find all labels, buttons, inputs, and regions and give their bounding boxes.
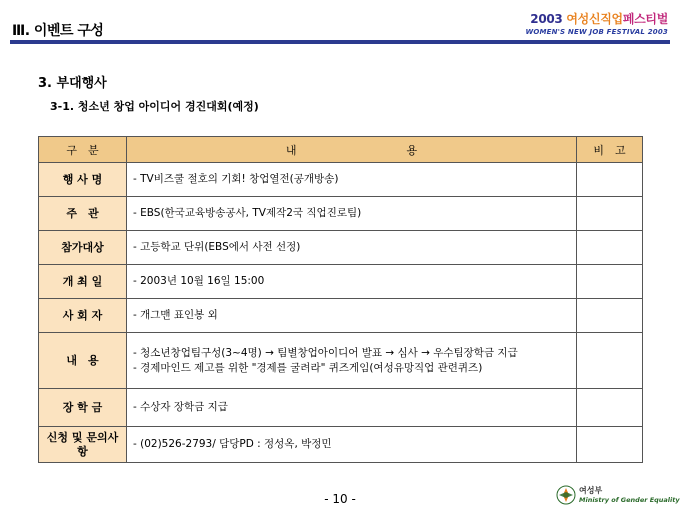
row-note bbox=[577, 163, 643, 197]
table-row bbox=[39, 389, 643, 427]
row-note bbox=[577, 333, 643, 389]
festival-brand-logo bbox=[468, 10, 668, 36]
brand-name-part1: 여성신직업 bbox=[566, 12, 623, 26]
ministry-logo bbox=[556, 484, 680, 508]
row-note bbox=[577, 231, 643, 265]
page-number: - 10 - bbox=[324, 492, 356, 506]
row-content bbox=[127, 299, 577, 333]
ministry-name-en: Ministry of Gender Equality bbox=[579, 496, 680, 504]
column-header-note: 비 고 bbox=[577, 137, 643, 163]
row-content bbox=[127, 333, 577, 389]
ministry-name: 여성부 bbox=[579, 486, 603, 495]
content-line: - (02)526-2793/ 담당PD : 정성옥, 박정민 bbox=[133, 438, 332, 450]
column-header-content: 내 용 bbox=[127, 137, 577, 163]
column-header-category: 구 분 bbox=[39, 137, 127, 163]
row-content bbox=[127, 265, 577, 299]
table-row bbox=[39, 427, 643, 463]
table-row bbox=[39, 163, 643, 197]
page-header-title: Ⅲ. 이벤트 구성 bbox=[12, 23, 104, 39]
section-title: 3. 부대행사 bbox=[38, 76, 107, 91]
content-line: - 경제마인드 제고를 위한 "경제를 굴려라" 퀴즈게임(여성유망직업 관련퀴즈) bbox=[133, 361, 483, 374]
row-content bbox=[127, 389, 577, 427]
ministry-emblem-icon bbox=[556, 485, 576, 505]
brand-year: 2003 bbox=[530, 12, 563, 26]
content-line: - EBS(한국교육방송공사, TV제작2국 직업진로팀) bbox=[133, 207, 362, 219]
festival-brand-title bbox=[468, 10, 668, 27]
festival-brand-subtitle: WOMEN'S NEW JOB FESTIVAL 2003 bbox=[525, 28, 668, 36]
row-label: 개 최 일 bbox=[39, 265, 127, 299]
content-line: - 청소년창업팀구성(3~4명) → 팀별창업아이디어 발표 → 심사 → 우수팀장학금 지급 bbox=[133, 346, 518, 359]
row-label: 주 관 bbox=[39, 197, 127, 231]
row-note bbox=[577, 299, 643, 333]
content-line: - 수상자 장학금 지급 bbox=[133, 401, 228, 413]
content-line: - 2003년 10월 16일 15:00 bbox=[133, 275, 265, 287]
brand-name-part2: 페스티벌 bbox=[622, 12, 668, 26]
row-label: 참가대상 bbox=[39, 231, 127, 265]
row-label: 내 용 bbox=[39, 333, 127, 389]
table-row bbox=[39, 197, 643, 231]
content-line: - 고등학교 단위(EBS에서 사전 선정) bbox=[133, 241, 301, 253]
row-label: 장 학 금 bbox=[39, 389, 127, 427]
row-note bbox=[577, 427, 643, 463]
row-content bbox=[127, 197, 577, 231]
table-row bbox=[39, 299, 643, 333]
row-note bbox=[577, 197, 643, 231]
row-content bbox=[127, 231, 577, 265]
row-label: 행 사 명 bbox=[39, 163, 127, 197]
table-row bbox=[39, 265, 643, 299]
header-divider bbox=[10, 40, 670, 44]
content-line: - 개그맨 표인봉 외 bbox=[133, 309, 218, 321]
row-content bbox=[127, 427, 577, 463]
content-line: - TV비즈쿨 절호의 기회! 창업열전(공개방송) bbox=[133, 173, 339, 185]
row-note bbox=[577, 265, 643, 299]
row-label: 사 회 자 bbox=[39, 299, 127, 333]
table-row bbox=[39, 231, 643, 265]
row-note bbox=[577, 389, 643, 427]
row-content bbox=[127, 163, 577, 197]
table-header-row bbox=[39, 137, 643, 163]
event-details-table bbox=[38, 136, 643, 463]
subsection-title: 3-1. 청소년 창업 아이디어 경진대회(예정) bbox=[50, 100, 259, 113]
table-row bbox=[39, 333, 643, 389]
row-label: 신청 및 문의사항 bbox=[39, 427, 127, 463]
